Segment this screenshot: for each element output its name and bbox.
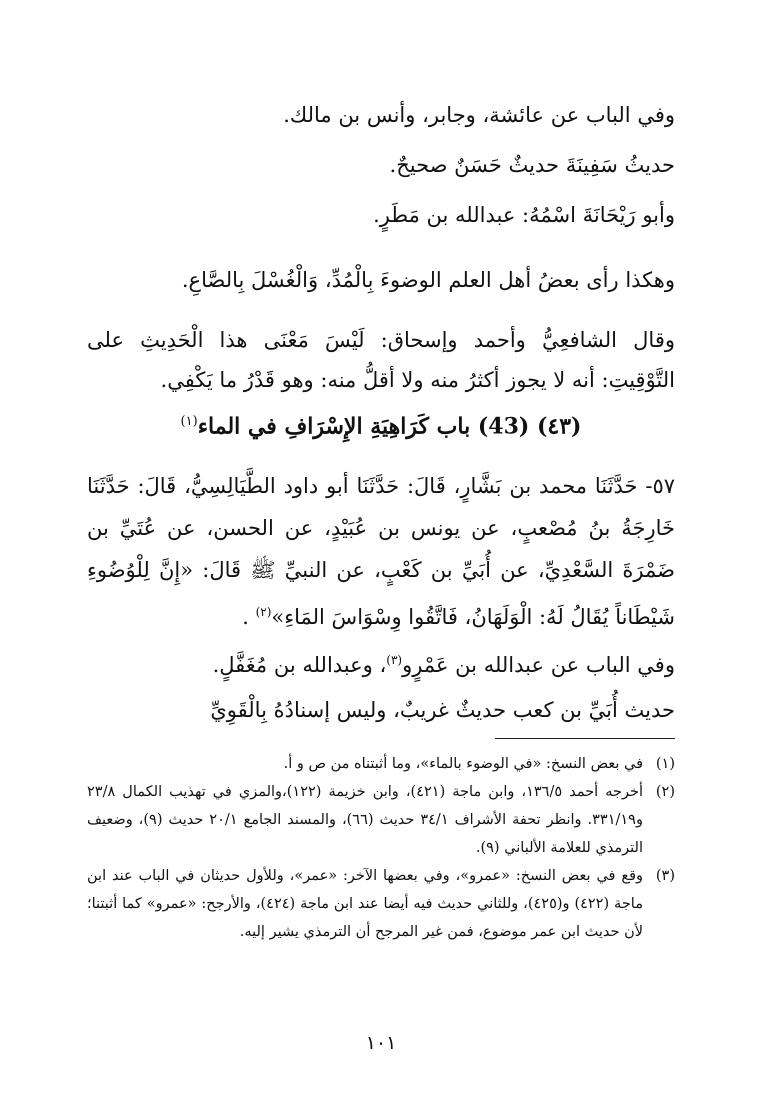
footnote-number: (٢): [655, 784, 675, 800]
footnote-3: [87, 862, 675, 946]
footnote-number: (١): [655, 756, 675, 772]
paragraph-other-narrations: [87, 640, 675, 685]
paragraph-scholars-view: وهكذا رأى بعضُ أهل العلم الوضوءَ بِالْمُدِّ، وَالْغُسْلَ بِالصَّاعِ.: [181, 268, 675, 292]
footnotes: [87, 750, 675, 946]
footnote-text: وقع في بعض النسخ: «عمرو»، وفي بعضها الآخر: «عمر»، وللأول حديثان في الباب عند ابن ماجة (٤٢٢) و(٤٢٥)، وللثاني حديث فيه أيضا عند ابن ماجة (٤٢٤)، والأرجح: «عمرو» كما أثبتنا؛ لأن حديث ابن عمر موضوع، فمن غير المرجح أن الترمذي يشير إليه.: [87, 868, 643, 940]
p7-footnote-ref: (٣): [386, 653, 403, 667]
footnote-number: (٣): [655, 868, 675, 884]
paragraph-ubayy-grade: حديث أُبَيِّ بن كعب حديثٌ غريبٌ، وليس إسنادُهُ بِالْقَوِيِّ: [210, 698, 675, 722]
hadith-text: ٥٧- حَدَّثَنَا محمد بن بَشَّارٍ، قَالَ: حَدَّثَنَا أبو داود الطَّيَالِسِيُّ، قَالَ: حَدَّثَنَا خَارِجَةُ بنُ مُصْعبٍ، عن يونس بن عُبَيْدٍ، عن الحسن، عن عُتَيِّ بن ضَمْرَةَ السَّعْدِيِّ، عن أُبَيِّ بن كَعْبٍ، عن النبيِّ ﷺ قَالَ: «إِنَّ لِلْوُضُوءِ شَيْطَاناً يُقَالُ لَهُ: الْوَلَهَانُ، فَاتَّقُوا وِسْوَاسَ المَاءِ»: [87, 474, 675, 629]
hadith-end: .: [242, 605, 256, 629]
footnote-2: [87, 778, 675, 862]
paragraph-abu-rayhana: وأبو رَيْحَانَةَ اسْمُهُ: عبدالله بن مَطَرٍ.: [373, 203, 675, 227]
hadith-57: [87, 465, 675, 638]
p7-before: وفي الباب عن عبدالله بن عَمْرٍو: [402, 653, 675, 677]
chapter-title: (٤٣) (43) باب كَرَاهِيَةِ الإِسْرَافِ في الماء: [197, 413, 582, 440]
hadith-footnote-ref: (٢): [255, 605, 272, 619]
footnote-text: أخرجه أحمد ١٣٦/٥، وابن ماجة (٤٢١)، وابن خزيمة (١٢٢)،والمزي في تهذيب الكمال ٢٣/٨ و٣٣١/١٩. وانظر تحفة الأشراف ٣٤/١ حديث (٦٦)، والمسند الجامع ٢٠/١ حديث (٩)، وضعيف الترمذي للعلامة الألباني (٩).: [87, 784, 643, 856]
footnote-divider: [495, 738, 675, 739]
chapter-footnote-ref: (١): [180, 414, 198, 429]
footnote-text: في بعض النسخ: «في الوضوء بالماء»، وما أثبتناه من ص و أ.: [283, 756, 643, 772]
page-number: ١٠١: [365, 1032, 397, 1054]
p7-after: ، وعبدالله بن مُغَفَّلٍ.: [212, 653, 387, 677]
paragraph-bab-companions: وفي الباب عن عائشة، وجابر، وأنس بن مالك.: [283, 103, 675, 127]
chapter-heading: [87, 402, 675, 446]
footnote-1: [87, 750, 675, 778]
paragraph-shafii-view: وقال الشافعِيُّ وأحمد وإسحاق: لَيْسَ مَعْنَى هذا الْحَدِيثِ على التَّوْقِيتِ: أنه لا يجوز أكثرُ منه ولا أقلُّ منه: وهو قَدْرُ ما يَكْفِي.: [87, 328, 675, 392]
paragraph-hadith-grade: حديثُ سَفِينَةَ حديثٌ حَسَنٌ صحيحٌ.: [389, 153, 675, 177]
